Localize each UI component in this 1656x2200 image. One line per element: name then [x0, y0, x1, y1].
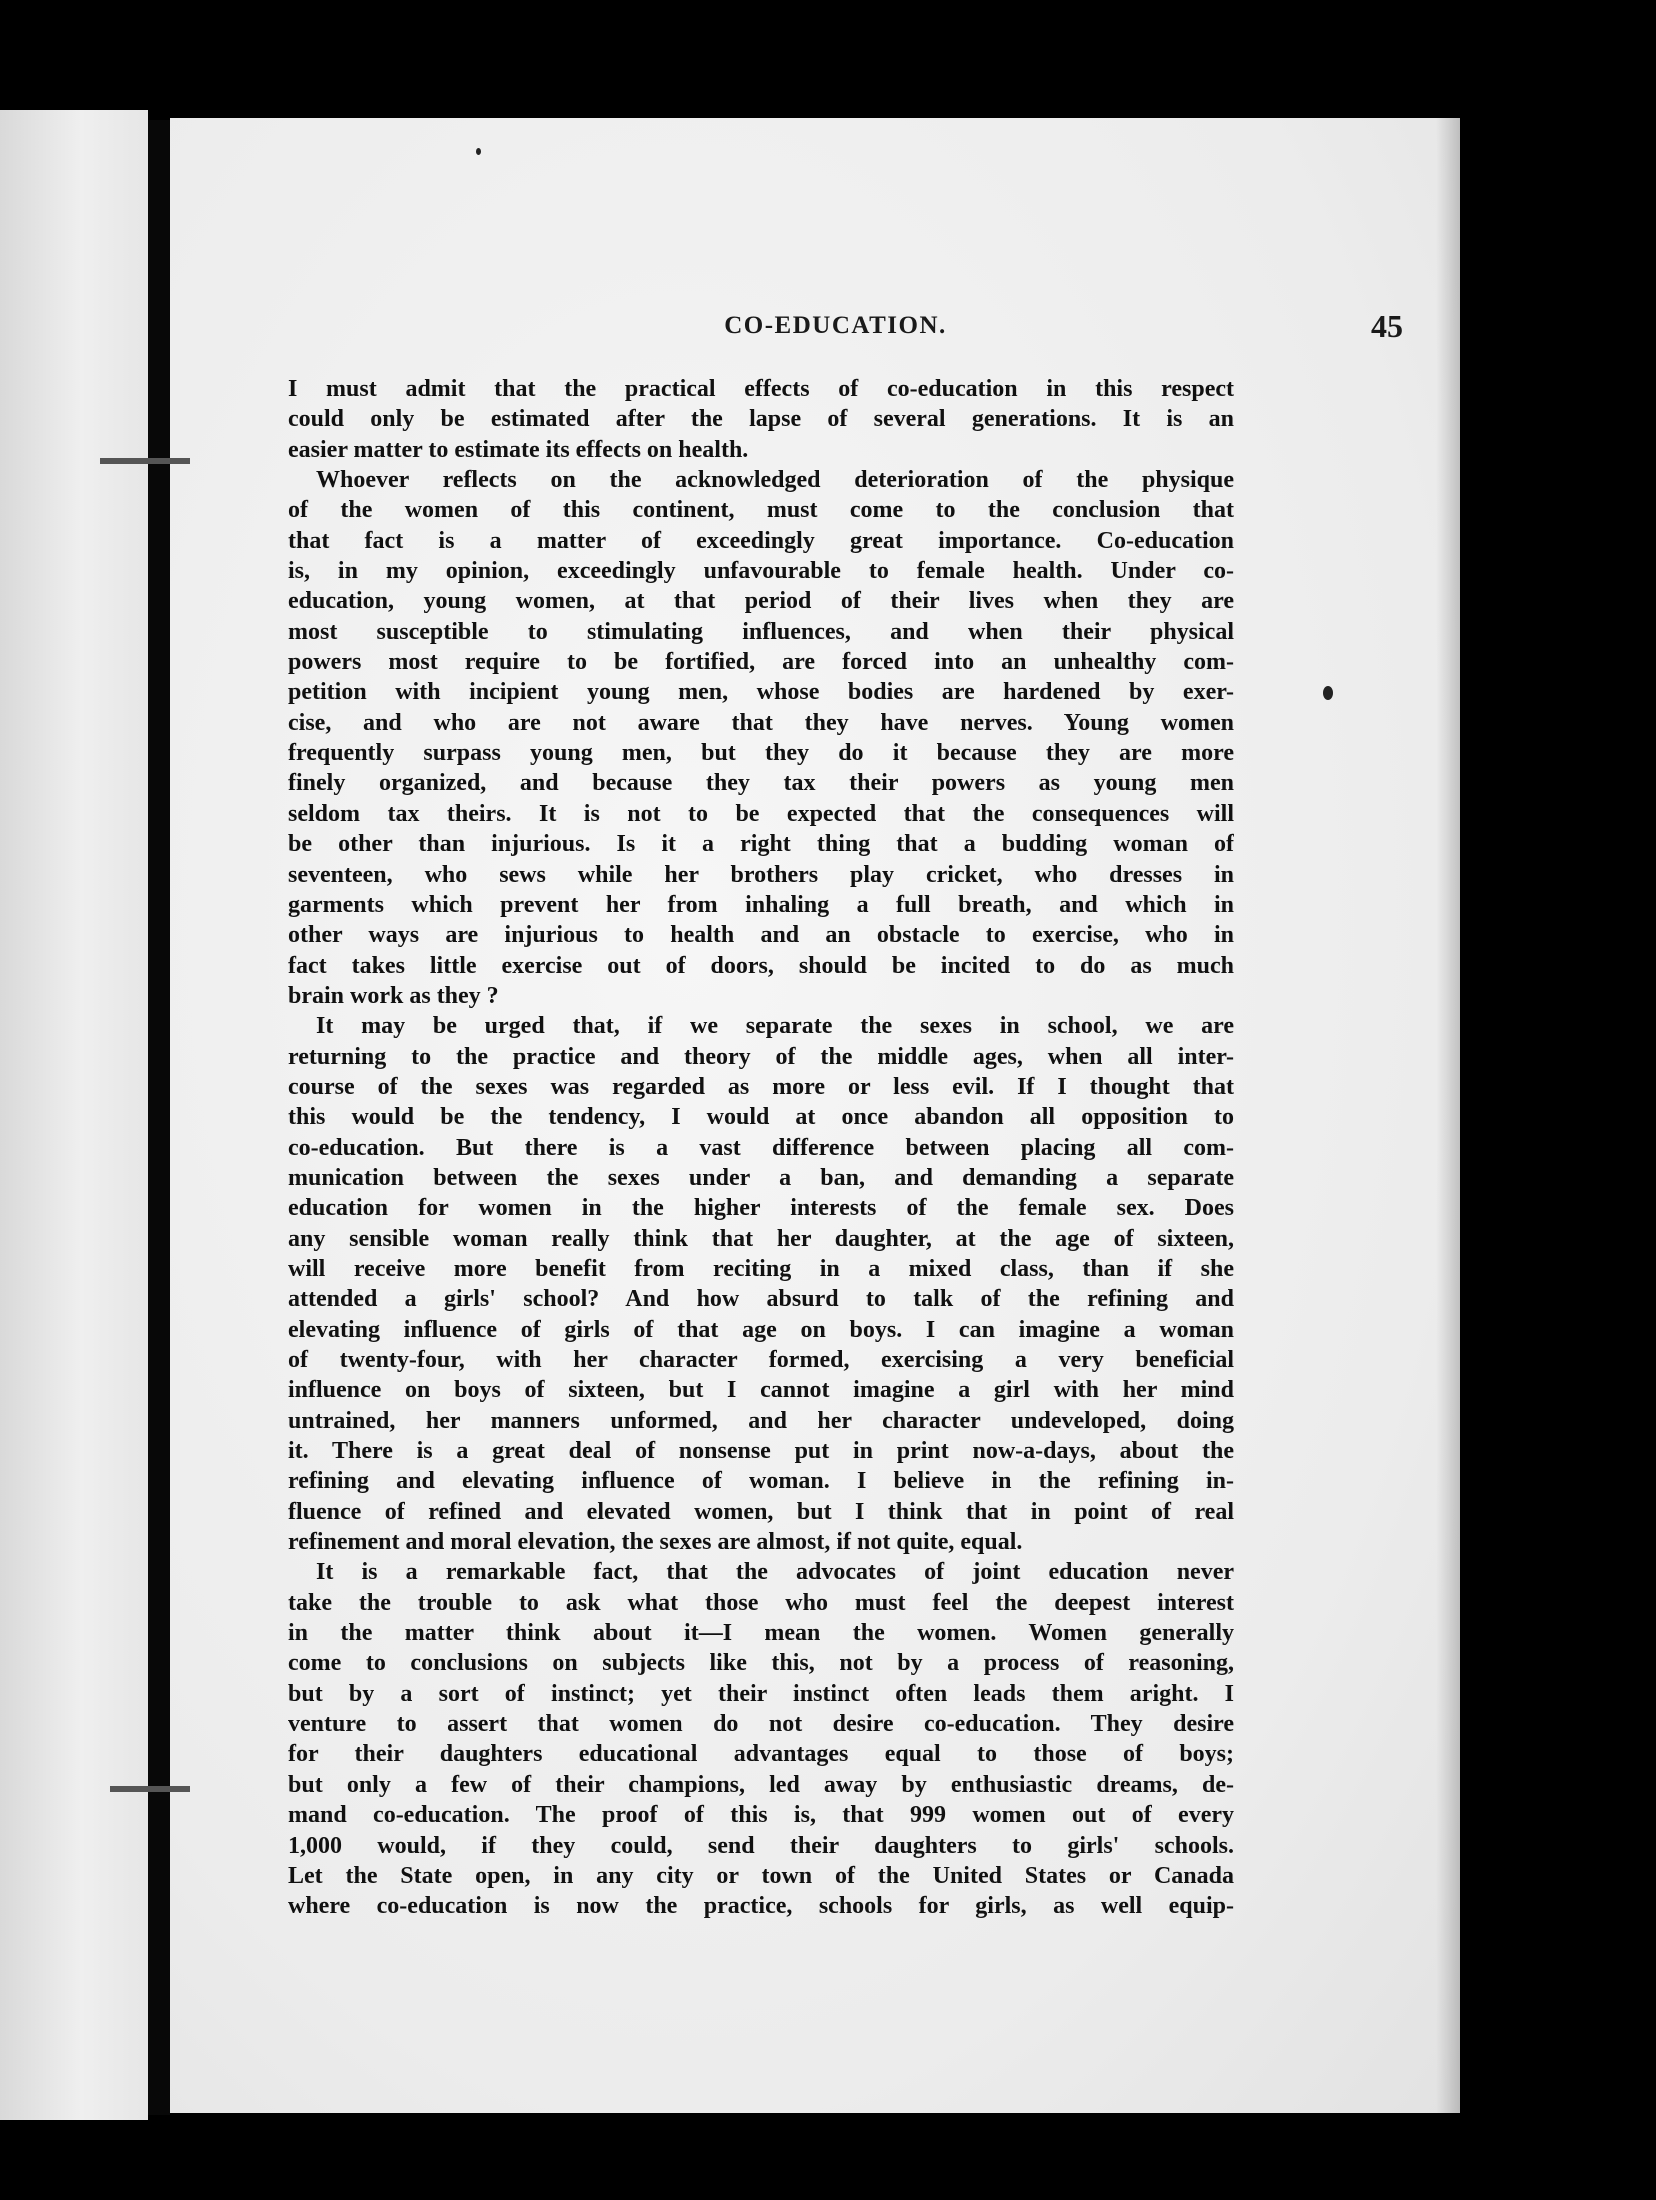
running-head-title: CO-EDUCATION. — [724, 312, 947, 339]
text-line: fact takes little exercise out of doors, should be incited to do as much — [288, 952, 1234, 979]
text-line: garments which prevent her from inhaling a full breath, and which in — [288, 891, 1234, 918]
text-line: for their daughters educational advantages equal to those of boys; — [288, 1741, 1234, 1768]
text-line: but only a few of their champions, led away by enthusiastic dreams, de- — [288, 1771, 1234, 1798]
text-line: education for women in the higher interests of the female sex. Does — [288, 1195, 1234, 1222]
text-line: munication between the sexes under a ban, and demanding a separate — [288, 1164, 1234, 1191]
ink-speck — [1323, 686, 1333, 700]
text-line: refinement and moral elevation, the sexes are almost, if not quite, equal. — [288, 1529, 1023, 1556]
text-line: take the trouble to ask what those who must feel the deepest interest — [288, 1589, 1234, 1616]
text-line: Whoever reflects on the acknowledged deterioration of the physique — [316, 467, 1234, 494]
page-number: 45 — [1371, 308, 1403, 344]
text-line: most susceptible to stimulating influences, and when their physical — [288, 618, 1234, 645]
page-edge-shadow — [1436, 118, 1460, 2113]
text-line: of the women of this continent, must come to the conclusion that — [288, 497, 1234, 524]
book-gutter — [148, 120, 170, 2115]
text-line: fluence of refined and elevated women, but I think that in point of real — [288, 1498, 1234, 1525]
text-line: powers most require to be fortified, are forced into an unhealthy com- — [288, 649, 1234, 676]
text-line: is, in my opinion, exceedingly unfavourable to female health. Under co- — [288, 558, 1234, 585]
text-line: untrained, her manners unformed, and her character undeveloped, doing — [288, 1407, 1234, 1434]
text-line: of twenty-four, with her character formed, exercising a very beneficial — [288, 1347, 1234, 1373]
text-line: finely organized, and because they tax their powers as young men — [288, 770, 1234, 797]
text-line: education, young women, at that period of their lives when they are — [288, 588, 1234, 615]
binding-thread-mark — [100, 458, 190, 464]
text-line: any sensible woman really think that her daughter, at the age of sixteen, — [288, 1225, 1234, 1252]
text-line: returning to the practice and theory of the middle ages, when all inter- — [288, 1043, 1234, 1070]
ink-speck — [476, 148, 481, 155]
text-line: where co-education is now the practice, schools for girls, as well equip- — [288, 1893, 1234, 1920]
text-line: mand co-education. The proof of this is, that 999 women out of every — [288, 1802, 1234, 1829]
text-line: easier matter to estimate its effects on health. — [288, 436, 749, 463]
text-line: co-education. But there is a vast difference between placing all com- — [288, 1134, 1234, 1161]
text-line: in the matter think about it—I mean the women. Women generally — [288, 1620, 1234, 1647]
text-line: cise, and who are not aware that they have nerves. Young women — [288, 709, 1234, 736]
text-line: seldom tax theirs. It is not to be expected that the consequences will — [288, 800, 1234, 827]
binding-thread-mark — [110, 1786, 190, 1792]
text-line: be other than injurious. Is it a right thing that a budding woman of — [288, 831, 1234, 858]
text-line: attended a girls' school? And how absurd to talk of the refining and — [288, 1286, 1234, 1313]
body-text — [288, 374, 1234, 1922]
text-line: It is a remarkable fact, that the advocates of joint education never — [316, 1559, 1234, 1586]
text-line: influence on boys of sixteen, but I cannot imagine a girl with her mind — [288, 1377, 1234, 1404]
text-line: it. There is a great deal of nonsense put in print now-a-days, about the — [288, 1438, 1234, 1465]
text-line: brain work as they ? — [288, 982, 499, 1009]
text-line: this would be the tendency, I would at once abandon all opposition to — [288, 1104, 1234, 1131]
text-line: come to conclusions on subjects like this, not by a process of reasoning, — [288, 1650, 1234, 1677]
previous-page-edge — [0, 110, 148, 2120]
text-line: seventeen, who sews while her brothers play cricket, who dresses in — [288, 861, 1234, 888]
text-line: but by a sort of instinct; yet their instinct often leads them aright. I — [288, 1680, 1234, 1707]
book-page — [170, 118, 1460, 2113]
text-line: It may be urged that, if we separate the sexes in school, we are — [316, 1013, 1234, 1040]
running-head — [268, 308, 1403, 348]
text-line: refining and elevating influence of woman. I believe in the refining in- — [288, 1468, 1234, 1495]
text-line: frequently surpass young men, but they do it because they are more — [288, 740, 1234, 767]
text-line: petition with incipient young men, whose bodies are hardened by exer- — [288, 679, 1234, 706]
text-line: will receive more benefit from reciting in a mixed class, than if she — [288, 1255, 1234, 1282]
text-line: elevating influence of girls of that age on boys. I can imagine a woman — [288, 1316, 1234, 1343]
text-line: could only be estimated after the lapse of several generations. It is an — [288, 406, 1234, 433]
text-line: 1,000 would, if they could, send their daughters to girls' schools. — [288, 1832, 1234, 1859]
text-line: Let the State open, in any city or town of the United States or Canada — [288, 1862, 1234, 1889]
text-line: other ways are injurious to health and an obstacle to exercise, who in — [288, 922, 1234, 949]
text-line: course of the sexes was regarded as more or less evil. If I thought that — [288, 1073, 1234, 1100]
text-line: venture to assert that women do not desire co-education. They desire — [288, 1711, 1234, 1738]
text-line: that fact is a matter of exceedingly great importance. Co-education — [288, 527, 1234, 554]
text-line: I must admit that the practical effects of co-education in this respect — [288, 376, 1234, 402]
